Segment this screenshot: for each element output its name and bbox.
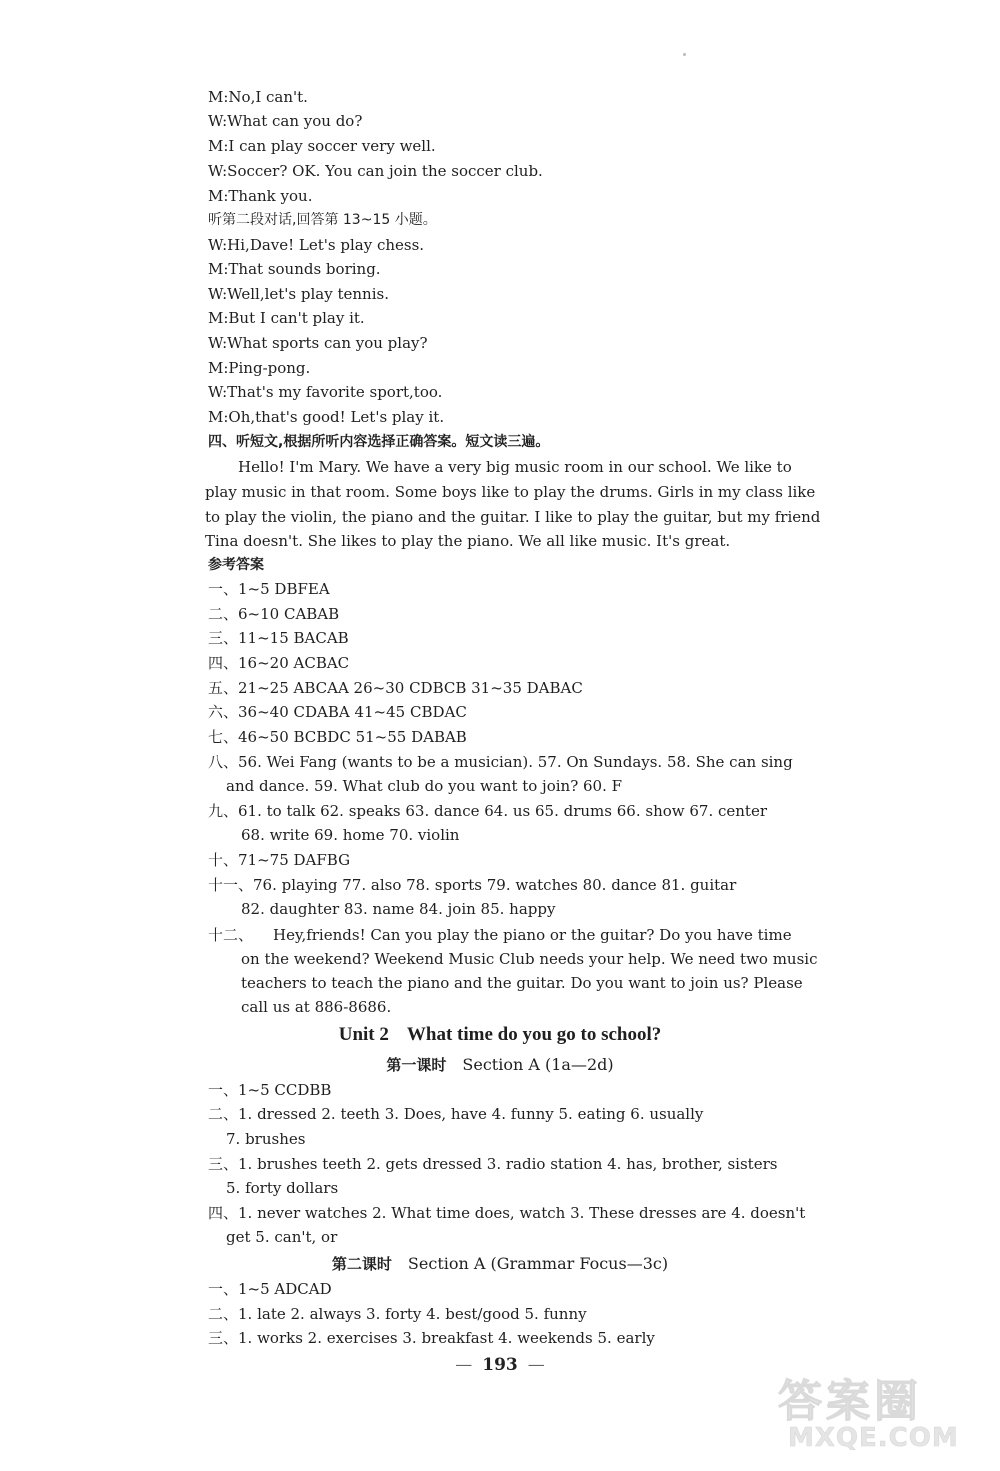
answer-line: 六、36~40 CDABA 41~45 CBDAC: [208, 703, 467, 721]
answer-line: and dance. 59. What club do you want to join? 60. F: [226, 777, 623, 795]
answer-line: 一、1~5 DBFEA: [208, 580, 330, 598]
lesson-section: Section A (1a—2d): [462, 1055, 614, 1074]
transcript-line: W:What sports can you play?: [208, 334, 428, 352]
answer-line: 82. daughter 83. name 84. join 85. happy: [241, 900, 556, 918]
unit-number: Unit 2: [338, 1024, 389, 1045]
answer-line: 三、1. brushes teeth 2. gets dressed 3. radio station 4. has, brother, sisters: [208, 1155, 778, 1173]
answer-line: 一、1~5 CCDBB: [208, 1081, 332, 1099]
watermark-bottom-text: MXQE.COM: [788, 1423, 959, 1453]
transcript-line: M:I can play soccer very well.: [208, 137, 436, 155]
passage-line: to play the violin, the piano and the guitar. I like to play the guitar, but my friend: [205, 508, 821, 526]
watermark-logo: [748, 1365, 978, 1457]
answer-line: 二、1. late 2. always 3. forty 4. best/good 5. funny: [208, 1305, 587, 1323]
answer-line: 7. brushes: [226, 1130, 306, 1148]
transcript-line: M:Ping-pong.: [208, 359, 311, 377]
answer-line: 五、21~25 ABCAA 26~30 CDBCB 31~35 DABAC: [208, 679, 583, 697]
watermark-top-text: 答案圈: [778, 1376, 922, 1427]
answer-line: 七、46~50 BCBDC 51~55 DABAB: [208, 728, 467, 746]
answer-line: Hey,friends! Can you play the piano or the guitar? Do you have time: [273, 926, 792, 944]
transcript-line: M:Thank you.: [208, 187, 313, 205]
transcript-line: W:Hi,Dave! Let's play chess.: [208, 236, 425, 254]
answer-line: on the weekend? Weekend Music Club needs your help. We need two music: [241, 950, 818, 968]
answer-label: 十二、: [208, 926, 254, 944]
transcript-line: W:Soccer? OK. You can join the soccer club.: [208, 162, 543, 180]
answer-line: 三、11~15 BACAB: [208, 629, 349, 647]
transcript-line: M:But I can't play it.: [208, 309, 365, 327]
answer-line: 九、61. to talk 62. speaks 63. dance 64. us 65. drums 66. show 67. center: [208, 802, 767, 820]
lesson-heading: [0, 1054, 1000, 1075]
answer-line: 四、16~20 ACBAC: [208, 654, 350, 672]
answer-line: call us at 886-8686.: [241, 998, 392, 1016]
answer-line: 二、1. dressed 2. teeth 3. Does, have 4. funny 5. eating 6. usually: [208, 1105, 704, 1123]
answer-line: get 5. can't, or: [226, 1228, 338, 1246]
transcript-line: M:Oh,that's good! Let's play it.: [208, 408, 445, 426]
passage-line: Tina doesn't. She likes to play the piano. We all like music. It's great.: [205, 532, 731, 550]
lesson-section: Section A (Grammar Focus—3c): [407, 1254, 669, 1273]
answer-line: 十、71~75 DAFBG: [208, 851, 351, 869]
lesson-heading: [0, 1253, 1000, 1274]
answer-line: 三、1. works 2. exercises 3. breakfast 4. weekends 5. early: [208, 1329, 655, 1347]
dialogue-instruction: 听第二段对话,回答第 13~15 小题。: [208, 212, 437, 228]
lesson-label: 第一课时: [386, 1056, 447, 1074]
answer-line: 二、6~10 CABAB: [208, 605, 340, 623]
answer-line: teachers to teach the piano and the guitar. Do you want to join us? Please: [241, 974, 803, 992]
transcript-line: M:No,I can't.: [208, 88, 308, 106]
answer-line: 5. forty dollars: [226, 1179, 339, 1197]
passage-line: Hello! I'm Mary. We have a very big music room in our school. We like to: [238, 458, 792, 476]
answer-line: 四、1. never watches 2. What time does, watch 3. These dresses are 4. doesn't: [208, 1204, 806, 1222]
transcript-line: W:What can you do?: [208, 112, 363, 130]
unit-name: What time do you go to school?: [406, 1024, 662, 1045]
answers-heading: 参考答案: [208, 557, 264, 573]
transcript-line: W:That's my favorite sport,too.: [208, 383, 443, 401]
answer-line: 68. write 69. home 70. violin: [241, 826, 460, 844]
dash-right: —: [527, 1355, 545, 1375]
transcript-line: M:That sounds boring.: [208, 260, 381, 278]
unit-title: [0, 1024, 1000, 1046]
answer-line: 一、1~5 ADCAD: [208, 1280, 332, 1298]
answer-line: 十一、76. playing 77. also 78. sports 79. watches 80. dance 81. guitar: [208, 876, 737, 894]
transcript-line: W:Well,let's play tennis.: [208, 285, 389, 303]
dash-left: —: [455, 1355, 473, 1375]
page-number-value: 193: [482, 1355, 518, 1375]
section-heading: 四、听短文,根据所听内容选择正确答案。短文读三遍。: [208, 434, 550, 450]
passage-line: play music in that room. Some boys like to play the drums. Girls in my class like: [205, 483, 816, 501]
scan-speck: [683, 53, 686, 56]
lesson-label: 第二课时: [331, 1255, 392, 1273]
answer-line: 八、56. Wei Fang (wants to be a musician). 57. On Sundays. 58. She can sing: [208, 753, 793, 771]
